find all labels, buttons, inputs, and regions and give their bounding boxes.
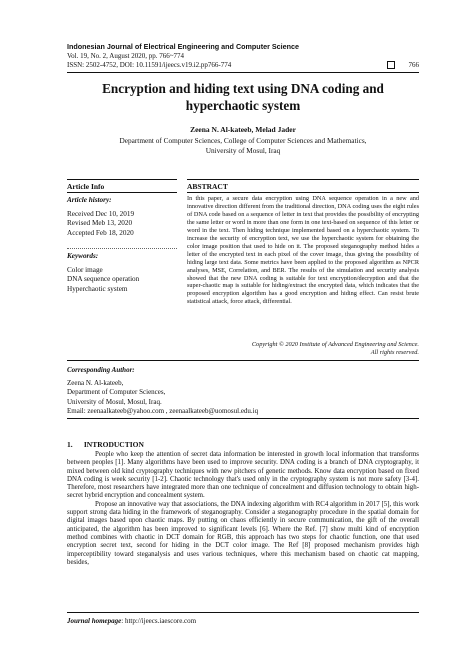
affiliation-line-1: Department of Computer Sciences, College of Computer Sciences and Mathematics, <box>119 136 367 145</box>
authors: Zeena N. Al-kateeb, Melad Jader <box>190 125 296 134</box>
article-info-rule-top <box>67 179 177 180</box>
article-info-rule-bottom <box>67 192 177 193</box>
section-heading: 1. INTRODUCTION <box>67 440 144 449</box>
title-line-1: Encryption and hiding text using DNA coding and <box>102 81 384 96</box>
copyright <box>187 341 419 357</box>
square-icon <box>387 61 395 69</box>
footer-rule <box>67 612 419 613</box>
article-info-heading: Article Info <box>67 182 105 191</box>
title-line-2: hyperchaotic system <box>185 98 301 113</box>
corresponding-email: Email: zeenaalkateeb@yahoo.com , zeenaalkateeb@uomosul.edu.iq <box>67 407 259 416</box>
keyword-item: DNA sequence operation <box>67 275 140 283</box>
abstract-text: In this paper, a secure data encryption using DNA sequence operation in a new and innovative direction different from the traditional direction, DNA coding uses the eight rules of DNA code based on a sequence of letter in text that provides the possibility of encrypting the same letter or word in more than one form in one text-based on sequence of this letter or word in the text. Then hiding technique implemented based on a hyperchaotic system. To increase the security of encryption text, we use the hyperchaotic system for obtaining the color image position that used to hide on it. The proposed steganography method hides a letter of the encrypted text in each pixel of the cover image, thus giving the possibility of hiding large text data. Some metrics have been applied to the proposed algorithm as NPCR analyses, MSE, Correlation, and BER. The results of the simulation and security analysis showed that the new DNA coding is suitable for text encryption/decryption and that the super-chaotic map is suitable for hiding/extract the encrypted data, which indicates that the proposed encryption algorithm has a good encryption and hiding effect. Can resist brute statistical attack, force attack, differential. <box>187 195 419 306</box>
corresponding-rule-bottom <box>67 418 419 419</box>
issn-row <box>67 61 419 71</box>
homepage-url[interactable]: : http://ijeecs.iaescore.com <box>121 617 197 625</box>
history-label: Article history: <box>67 196 112 204</box>
affiliation <box>67 136 419 155</box>
corresponding-label: Corresponding Author: <box>67 366 135 374</box>
keyword-item: Hyperchaotic system <box>67 284 128 293</box>
corresponding-univ: University of Mosul, Mosul, Iraq. <box>67 397 162 406</box>
received-date: Received Dec 10, 2019 <box>67 209 135 218</box>
abstract-rule-top <box>187 179 419 180</box>
corresponding-rule <box>67 360 419 361</box>
paragraph: People who keep the attention of secret data information be interested in growth local information that transforms between peoples [1]. Many algorithms have been used to improve security. DNA coding is a branch of DNA cryptography, it mixed between old kind cryptography techniques with new pitchers of genetic methods. Know data encryption based on fixed DNA coding is week security [1-2]. Chaotic technology that's used only in the cryptography system is not more safety [3-4]. Therefore, most researchers have integrated more than one technique of concealment and diffusion technology to obtain high-secret hybrid encryption and concealment system. <box>67 451 419 500</box>
affiliation-line-2: University of Mosul, Iraq <box>205 145 281 155</box>
keyword-item: Color image <box>67 265 103 274</box>
keywords-label: Keywords: <box>67 252 99 260</box>
journal-header <box>67 42 419 71</box>
copyright-line-2: All rights reserved. <box>370 349 419 356</box>
corresponding-dept: Department of Computer Sciences, <box>67 388 166 397</box>
abstract-heading: ABSTRACT <box>187 182 228 191</box>
journal-name: Indonesian Journal of Electrical Engineering and Computer Science <box>67 42 300 51</box>
header-rule <box>67 72 419 73</box>
volume-info: Vol. 19, No. 2, August 2020, pp. 766~774 <box>67 51 185 60</box>
issn-doi: ISSN: 2502-4752, DOI: 10.11591/ijeecs.v19.i2.pp766-774 <box>67 61 232 69</box>
section-body <box>67 451 419 567</box>
abstract-rule-bottom <box>187 192 419 193</box>
paragraph: Propose an innovative way that associations, the DNA indexing algorithm with RC4 algorithm in 2017 [5], this work support strong data hiding in the framework of steganography. Consider a steganography procedure in the spatial domain for digital images based upon chaotic maps. By putting on chaos efficiently in secure communication, the gift of the overall anticipated, the algorithm has been improved to significant levels [6]. Where the Ref. [7] show multi kind of encryption method combines with chaotic in DCT domain for RGB, this approach has two steps for chaotic function, one that used encryption secret text, second for hiding in the DCT color image. The Ref [8] proposed mechanism provides high imperceptibility toward steganalysis and uses various techniques, where this mechanism based on chaotic cat mapping, besides, <box>67 500 419 566</box>
page-number: 766 <box>408 61 419 69</box>
revised-date: Revised Meb 13, 2020 <box>67 219 133 227</box>
footer <box>67 617 196 625</box>
homepage-label: Journal homepage <box>67 617 122 625</box>
corresponding-name: Zeena N. Al-kateeb, <box>67 378 124 387</box>
paper-title <box>67 80 419 114</box>
accepted-date: Accepted Feb 18, 2020 <box>67 228 134 237</box>
keywords-divider <box>67 248 177 249</box>
article-history <box>67 196 177 238</box>
corresponding-author <box>67 366 419 417</box>
copyright-line-1: Copyright © 2020 Institute of Advanced Engineering and Science. <box>251 341 419 348</box>
keywords-block <box>67 252 177 294</box>
